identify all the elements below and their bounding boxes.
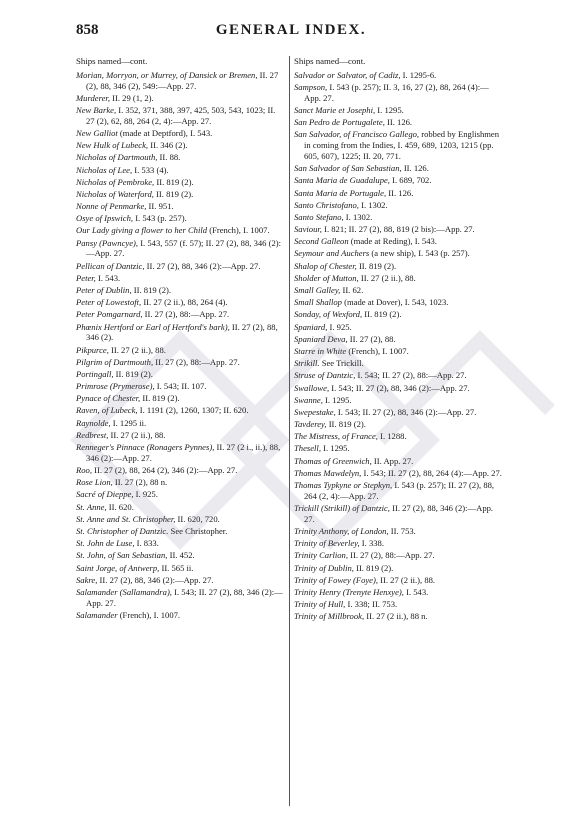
index-entry — [76, 502, 284, 513]
index-entry — [76, 165, 284, 176]
index-entry — [76, 514, 284, 525]
ship-name: San Salvador, of Francisco Gallego, — [294, 129, 420, 140]
index-entry — [76, 550, 284, 561]
ship-name: Peter of Dublin, — [76, 285, 132, 295]
ship-name: Nicholas of Dartmouth, — [76, 152, 158, 163]
ship-name: Nicholas of Waterford, — [76, 188, 154, 199]
index-entry — [294, 503, 502, 525]
ship-reference: I. 1295 ii. — [110, 417, 147, 428]
ship-name: Trinity Anthony, of London, — [294, 525, 389, 536]
ship-reference: I. 533 (4). — [132, 164, 169, 175]
ship-name: Trinity of Hull, — [294, 599, 346, 610]
ship-reference: II. 565 ii. — [159, 562, 194, 573]
ship-name: Salamander — [76, 609, 118, 620]
index-entry — [76, 322, 284, 344]
ship-reference: II. 29 (1, 2). — [109, 92, 154, 103]
index-entry — [76, 261, 284, 272]
ship-reference: II. 27 (2), 88:—App. 27. — [347, 550, 435, 561]
index-entry — [294, 383, 502, 394]
index-entry — [294, 273, 502, 284]
index-entry — [294, 587, 502, 598]
ship-reference: I. 543 (p. 257). — [133, 213, 187, 224]
ship-reference: I. 1302. — [343, 211, 373, 222]
ship-name: Saviour, — [294, 224, 322, 235]
ship-name: Thesell, — [294, 443, 321, 454]
index-entry — [76, 465, 284, 476]
index-entry — [76, 393, 284, 404]
right-entries — [294, 70, 502, 622]
ship-name: Shalop of Chester, — [294, 260, 357, 271]
index-entry — [294, 407, 502, 418]
index-entry — [294, 236, 502, 247]
ship-reference: II. 27 (2), 88. — [347, 333, 396, 344]
index-entry — [294, 550, 502, 561]
index-entry — [76, 345, 284, 356]
ship-reference: II. 27 (2), 88, 346 (2). — [86, 321, 278, 343]
ship-reference: II. 27 (2 ii.), 88, 264 (4). — [141, 297, 228, 308]
ship-reference: II. 27 (2 i., ii.), 88, 346 (2):—App. 27. — [86, 442, 281, 463]
ship-reference: (French), I. 1007. — [117, 609, 181, 620]
ship-name: Redbrest, — [76, 429, 109, 440]
ship-reference: I. 689, 702. — [389, 175, 432, 186]
ship-reference: II. 27 (2), 88, 346 (2):—App. 27. — [97, 574, 214, 585]
index-entry — [294, 575, 502, 586]
ship-reference: II. 346 (2). — [148, 140, 188, 151]
ship-reference: II. 753. — [388, 525, 416, 536]
index-entry — [294, 419, 502, 430]
ship-reference: II. 452. — [167, 550, 195, 561]
ship-reference: II. 819 (2). — [326, 419, 366, 430]
ship-reference: robbed by Englishmen in coming from the Indies, I. 459, 689, 1203, 1215 (pp. 605, 607), 1225; II. 20, 771. — [304, 129, 500, 161]
left-column-heading: Ships named—cont. — [76, 56, 148, 66]
ship-name: Second Galleon — [294, 236, 349, 247]
index-entry — [294, 309, 502, 320]
ship-name: Swepestake, — [294, 406, 336, 417]
ship-name: Tavderey, — [294, 419, 327, 430]
ship-reference: II. 62. — [340, 285, 364, 295]
ship-name: Peter of Lowestoft, — [76, 297, 142, 308]
ship-reference: I. 925. — [133, 489, 158, 500]
ship-reference: (a new ship), I. 543 (p. 257). — [369, 248, 470, 259]
index-entry — [76, 575, 284, 586]
ship-reference: II. 27 (2 ii.), 88. — [108, 344, 166, 355]
ship-name: Starre in White — [294, 345, 347, 356]
index-entry — [294, 70, 502, 81]
ship-name: Trinity of Dublin, — [294, 562, 354, 573]
index-entry — [76, 587, 284, 609]
index-entry — [294, 285, 502, 296]
ship-reference: I. 338; II. 753. — [345, 599, 398, 610]
ship-name: Nicholas of Pembroke, — [76, 176, 155, 187]
ship-name: St. Anne and St. Christopher, — [76, 513, 176, 524]
ship-reference: II. 27 (2), 88:—App. 27. — [153, 356, 240, 367]
ship-reference: II. 126. — [386, 187, 414, 198]
index-entry — [76, 273, 284, 284]
ship-reference: I. 1191 (2), 1260, 1307; II. 620. — [137, 405, 249, 416]
ship-name: San Pedro de Portugalete, — [294, 117, 385, 128]
index-entry — [76, 526, 284, 537]
ship-reference: II. 819 (2). — [140, 393, 180, 404]
ship-name: Sacré of Dieppe, — [76, 489, 134, 500]
ship-name: Primrose (Prymerose), — [76, 381, 155, 392]
index-entry — [76, 189, 284, 200]
ship-name: Saint Jorge, of Antwerp, — [76, 562, 160, 573]
index-entry — [294, 188, 502, 199]
ship-name: Thomas Typkyne or Stepkyn, — [294, 480, 393, 490]
index-entry — [76, 70, 284, 92]
ship-name: Murderer, — [76, 92, 110, 103]
index-entry — [76, 538, 284, 549]
ship-name: Salvador or Salvator, of Cadiz, — [294, 69, 401, 80]
ship-name: Sonday, of Wexford, — [294, 309, 363, 320]
ship-reference: II. 88. — [157, 152, 181, 163]
ship-reference: II. 819 (2). — [353, 562, 394, 573]
ship-name: Santo Christofano, — [294, 199, 359, 210]
ship-name: Sholder of Mutton, — [294, 272, 359, 283]
index-entry — [294, 129, 502, 161]
ship-name: Nicholas of Lee, — [76, 164, 133, 175]
ship-reference: II. 620, 720. — [175, 513, 220, 524]
ship-name: Trickill (Strikill) of Dantzic, — [294, 502, 390, 513]
ship-reference: II. 819 (2). — [154, 176, 194, 187]
ship-reference: I. 338. — [359, 538, 384, 549]
ship-reference: II. 819 (2). — [131, 285, 172, 295]
index-entry — [294, 395, 502, 406]
ship-name: Morian, Morryon, or Murrey, of Dansick or Bremen, — [76, 69, 258, 80]
index-entry — [294, 480, 502, 502]
ship-name: Swanne, — [294, 394, 323, 405]
left-column — [76, 56, 284, 622]
ship-name: Trinity of Fowey (Foye), — [294, 574, 379, 585]
ship-name: St. John, of San Sebastian, — [76, 550, 168, 561]
index-entry — [76, 369, 284, 380]
ship-reference: I. 543, 557 (f. 57); II. 27 (2), 88, 346 (2):—App. 27. — [86, 237, 282, 259]
ship-reference: II. 951. — [146, 201, 174, 212]
ship-reference: I. 543 (p. 257); II. 27 (2), 88, 264 (2, 4):—App. 27. — [304, 480, 495, 501]
index-entry — [76, 140, 284, 151]
ship-reference: II. 27 (2), 88:—App. 27. — [142, 309, 230, 320]
ship-reference: I. 925. — [327, 321, 352, 332]
ship-name: Thomas of Greenwich, — [294, 455, 372, 466]
ship-name: St. Christopher of Dantzic. — [76, 525, 169, 536]
ship-name: Raven, of Lubeck, — [76, 405, 138, 416]
ship-reference: I. 543; II. 27 (2), 88, 346 (2):—App. 27. — [329, 382, 470, 393]
ship-name: Santa Maria de Portugale, — [294, 187, 387, 198]
index-entry — [294, 468, 502, 479]
index-entry — [294, 175, 502, 186]
ship-name: Pikpurce, — [76, 344, 109, 355]
ship-reference: I. 833. — [134, 538, 159, 549]
ship-reference: II. 27 (2), 88, 346 (2), 549:—App. 27. — [86, 69, 279, 91]
right-column — [294, 56, 502, 623]
ship-name: New Hulk of Lubeck, — [76, 140, 149, 151]
ship-reference: II. 27 (2), 88 n. — [112, 477, 168, 488]
ship-name: St. John de Luse, — [76, 538, 135, 549]
index-entry — [76, 225, 284, 236]
ship-reference: I. 543. — [95, 272, 121, 283]
index-entry — [294, 563, 502, 574]
ship-name: Pynace of Chester, — [76, 393, 141, 404]
index-entry — [76, 405, 284, 416]
ship-reference: I. 352, 371, 388, 397, 425, 503, 543, 1023; II. 27 (2), 62, 88, 264 (2, 4):—App. 27. — [86, 104, 276, 126]
ship-name: Osye of Ipswich, — [76, 213, 134, 224]
ship-name: Strikill. — [294, 358, 320, 369]
ship-reference: (French), I. 1007. — [346, 345, 409, 356]
ship-reference: II. 819 (2). — [113, 368, 153, 379]
ship-reference: I. 543; II. 27 (2), 88, 264 (4):—App. 27. — [361, 467, 502, 478]
index-entry — [294, 297, 502, 308]
index-entry — [76, 93, 284, 104]
ship-reference: I. 1295. — [375, 104, 404, 115]
ship-reference: I. 543. — [403, 586, 429, 597]
ship-name: Sakre, — [76, 574, 98, 585]
ship-name: Portingall, — [76, 368, 114, 379]
ship-name: Trinity Henry (Trenyte Henxye), — [294, 586, 404, 597]
index-entry — [76, 128, 284, 139]
index-entry — [76, 610, 284, 621]
ship-name: Peter, — [76, 272, 96, 283]
ship-reference: II. 819 (2). — [153, 188, 194, 199]
ship-name: Thomas Mawdelyn, — [294, 467, 362, 478]
ship-name: Phœnix Hertford or Earl of Hertford's bark), — [76, 321, 230, 332]
ship-reference: II. 27 (2), 88, 346 (2):—App. 27. — [304, 502, 494, 524]
index-entry — [294, 611, 502, 622]
column-divider — [289, 56, 290, 806]
ship-name: Small Shallop — [294, 297, 342, 308]
page-header — [76, 22, 506, 42]
index-entry — [294, 431, 502, 442]
index-entry — [294, 261, 502, 272]
index-entry — [294, 538, 502, 549]
ship-name: Seymour and Auchers — [294, 248, 370, 259]
ship-reference: I. 821; II. 27 (2), 88, 819 (2 bis):—App. 27. — [321, 224, 475, 235]
index-columns — [76, 56, 508, 816]
index-entry — [294, 599, 502, 610]
ship-reference: I. 543; II. 27 (2), 88:—App. 27. — [355, 370, 467, 381]
ship-name: Renneger's Pinnace (Ronagers Pynnes), — [76, 442, 215, 453]
ship-reference: II. 620. — [106, 501, 134, 512]
index-entry — [294, 526, 502, 537]
right-column-heading: Ships named—cont. — [294, 56, 366, 66]
index-entry — [294, 212, 502, 223]
ship-name: Pilgrim of Dartmouth, — [76, 356, 154, 367]
ship-name: Rose Lion, — [76, 477, 113, 488]
ship-name: Pellican of Dantzic, — [76, 260, 145, 271]
index-entry — [76, 563, 284, 574]
ship-reference: (made at Deptford), I. 543. — [117, 127, 213, 138]
index-entry — [76, 285, 284, 296]
ship-reference: II. 27 (2 ii.), 88. — [108, 429, 166, 440]
ship-reference: II. 27 (2 ii.), 88. — [378, 574, 436, 585]
ship-reference: I. 1295. — [322, 394, 352, 405]
ship-reference: I. 1288. — [377, 431, 407, 442]
index-entry — [294, 456, 502, 467]
ship-name: The Mistress, of France, — [294, 431, 378, 442]
ship-name: Small Galley, — [294, 285, 341, 295]
ship-name: Trinity of Millbrook, — [294, 611, 365, 622]
index-entry — [294, 248, 502, 259]
ship-name: New Barke, — [76, 104, 117, 115]
index-entry — [294, 358, 502, 369]
index-entry — [76, 489, 284, 500]
index-entry — [76, 238, 284, 260]
ship-reference: II. 27 (2 ii.), 88. — [358, 272, 416, 283]
ship-name: Raynolde, — [76, 417, 111, 428]
ship-name: Nonne of Penmarke, — [76, 201, 147, 212]
ship-name: St. Anne, — [76, 501, 107, 512]
index-entry — [76, 442, 284, 464]
ship-name: San Salvador of San Sebastian, — [294, 163, 402, 174]
index-entry — [76, 105, 284, 127]
index-entry — [76, 152, 284, 163]
index-entry — [294, 322, 502, 333]
ship-reference: II. App. 27. — [371, 455, 414, 466]
ship-name: Spaniard, — [294, 321, 328, 332]
ship-name: Spaniard Deva, — [294, 333, 348, 344]
ship-name: Trinity Carlion, — [294, 550, 348, 561]
ship-reference: See Christopher. — [168, 525, 228, 536]
index-entry — [76, 177, 284, 188]
ship-name: Pansy (Pawncye), — [76, 237, 139, 248]
index-entry — [76, 309, 284, 320]
ship-name: Salamander (Sallamandra), — [76, 586, 172, 597]
index-entry — [294, 163, 502, 174]
ship-name: Trinity of Beverley, — [294, 538, 360, 549]
ship-reference: II. 27 (2), 88, 264 (2), 346 (2):—App. 27. — [92, 465, 238, 476]
ship-reference: II. 27 (2 ii.), 88 n. — [364, 611, 428, 622]
ship-name: Peter Pomgarnard, — [76, 309, 143, 320]
index-entry — [294, 200, 502, 211]
index-entry — [76, 418, 284, 429]
ship-reference: I. 1295-6. — [400, 69, 437, 80]
ship-name: Our Lady giving a flower to her Child — [76, 225, 208, 236]
index-entry — [294, 82, 502, 104]
index-entry — [294, 346, 502, 357]
ship-reference: II. 126. — [401, 163, 429, 174]
ship-name: Struse of Dantzic, — [294, 370, 356, 381]
ship-reference: II. 27 (2), 88, 346 (2):—App. 27. — [144, 260, 261, 271]
ship-name: Roo, — [76, 465, 92, 476]
index-entry — [294, 370, 502, 381]
ship-reference: II. 819 (2). — [356, 260, 397, 271]
index-entry — [294, 443, 502, 454]
ship-name: Sanct Marie et Josephi, — [294, 104, 376, 115]
ship-reference: I. 1295. — [320, 443, 350, 454]
index-entry — [76, 430, 284, 441]
index-entry — [76, 297, 284, 308]
index-entry — [76, 201, 284, 212]
page-title: GENERAL INDEX. — [215, 22, 367, 38]
index-entry — [76, 477, 284, 488]
index-entry — [294, 117, 502, 128]
ship-reference: See Trickill. — [319, 358, 364, 369]
index-entry — [294, 105, 502, 116]
ship-reference: II. 819 (2). — [362, 309, 402, 320]
index-entry — [76, 381, 284, 392]
ship-reference: II. 126. — [384, 117, 413, 128]
ship-name: New Galliot — [76, 127, 118, 138]
index-entry — [76, 213, 284, 224]
ship-reference: (French), I. 1007. — [207, 225, 270, 236]
ship-name: Sampson, — [294, 81, 328, 92]
ship-reference: (made at Dover), I. 543, 1023. — [341, 297, 449, 308]
ship-reference: (made at Reding), I. 543. — [348, 236, 437, 247]
ship-reference: I. 1302. — [358, 199, 388, 210]
ship-reference: I. 543; II. 27 (2), 88, 346 (2):—App. 27. — [86, 586, 283, 608]
ship-name: Santa Maria de Guadalupe, — [294, 175, 390, 186]
ship-reference: I. 543; II. 27 (2), 88, 346 (2):—App. 27. — [335, 406, 477, 417]
ship-reference: I. 543 (p. 257); II. 3, 16, 27 (2), 88, 264 (4):—App. 27. — [304, 81, 489, 103]
ship-name: Swallowe, — [294, 382, 330, 393]
ship-reference: I. 543; II. 107. — [154, 381, 207, 392]
index-entry — [294, 224, 502, 235]
index-entry — [76, 357, 284, 368]
ship-name: Santo Stefano, — [294, 211, 344, 222]
page-number: 858 — [76, 22, 99, 38]
left-entries — [76, 70, 284, 621]
index-entry — [294, 334, 502, 345]
